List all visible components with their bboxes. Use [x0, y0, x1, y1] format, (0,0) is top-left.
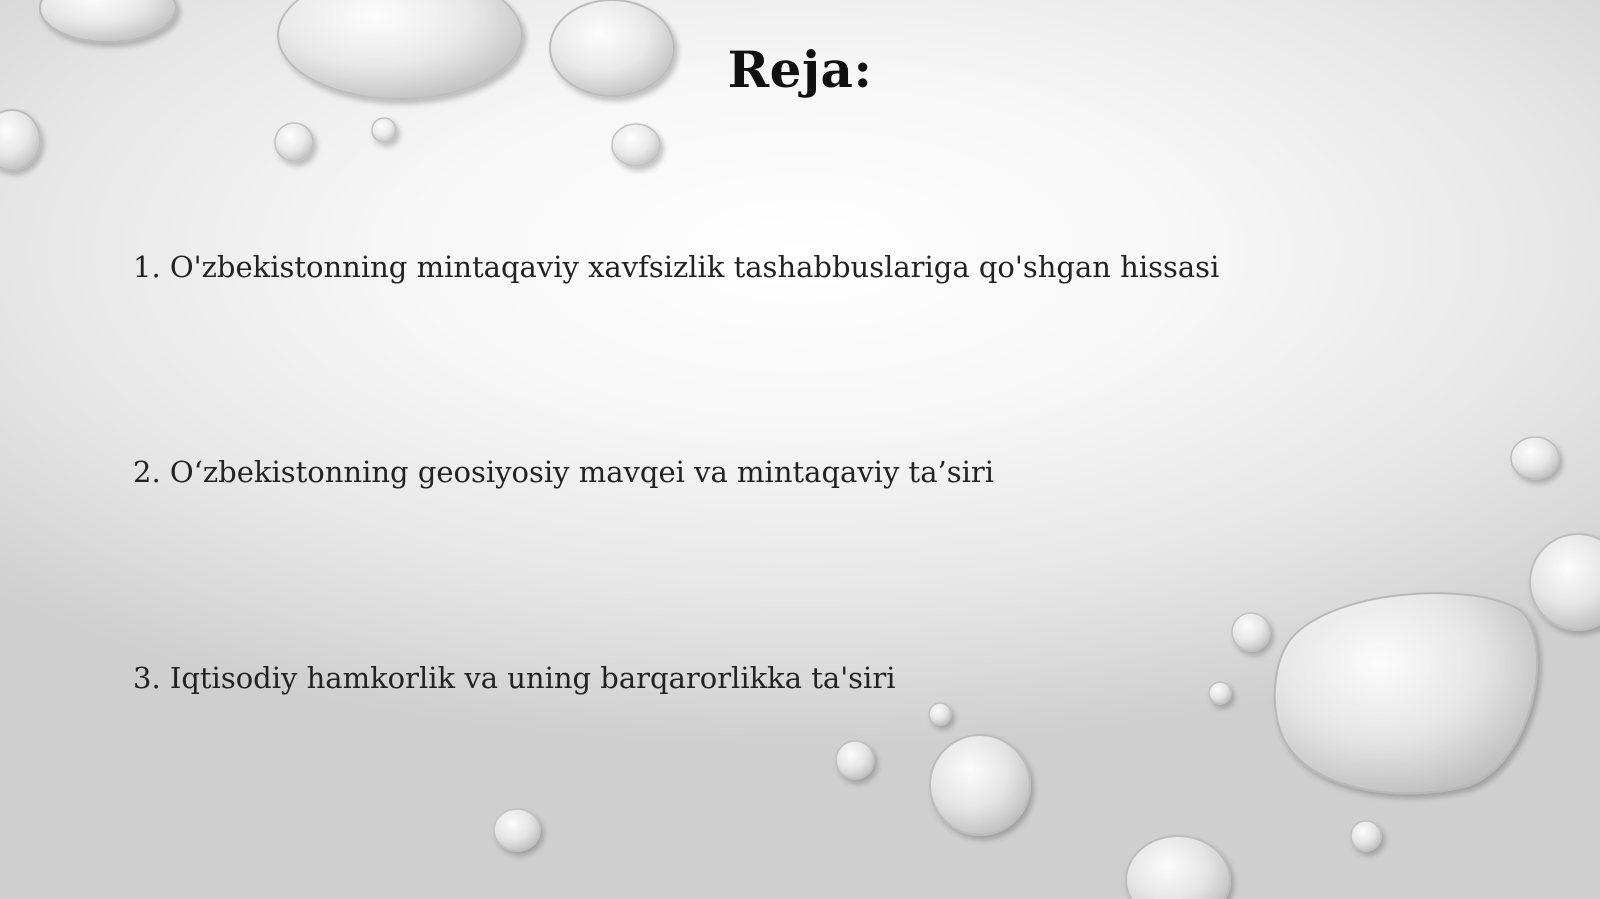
plan-item-3: 3. Iqtisodiy hamkorlik va uning barqarorlikka ta'siri	[133, 661, 896, 695]
slide-title: Reja:	[727, 40, 873, 99]
plan-item-2: 2. O‘zbekistonning geosiyosiy mavqei va mintaqaviy ta’siri	[133, 455, 995, 489]
plan-item-1: 1. O'zbekistonning mintaqaviy xavfsizlik tashabbuslariga qo'shgan hissasi	[133, 250, 1220, 284]
